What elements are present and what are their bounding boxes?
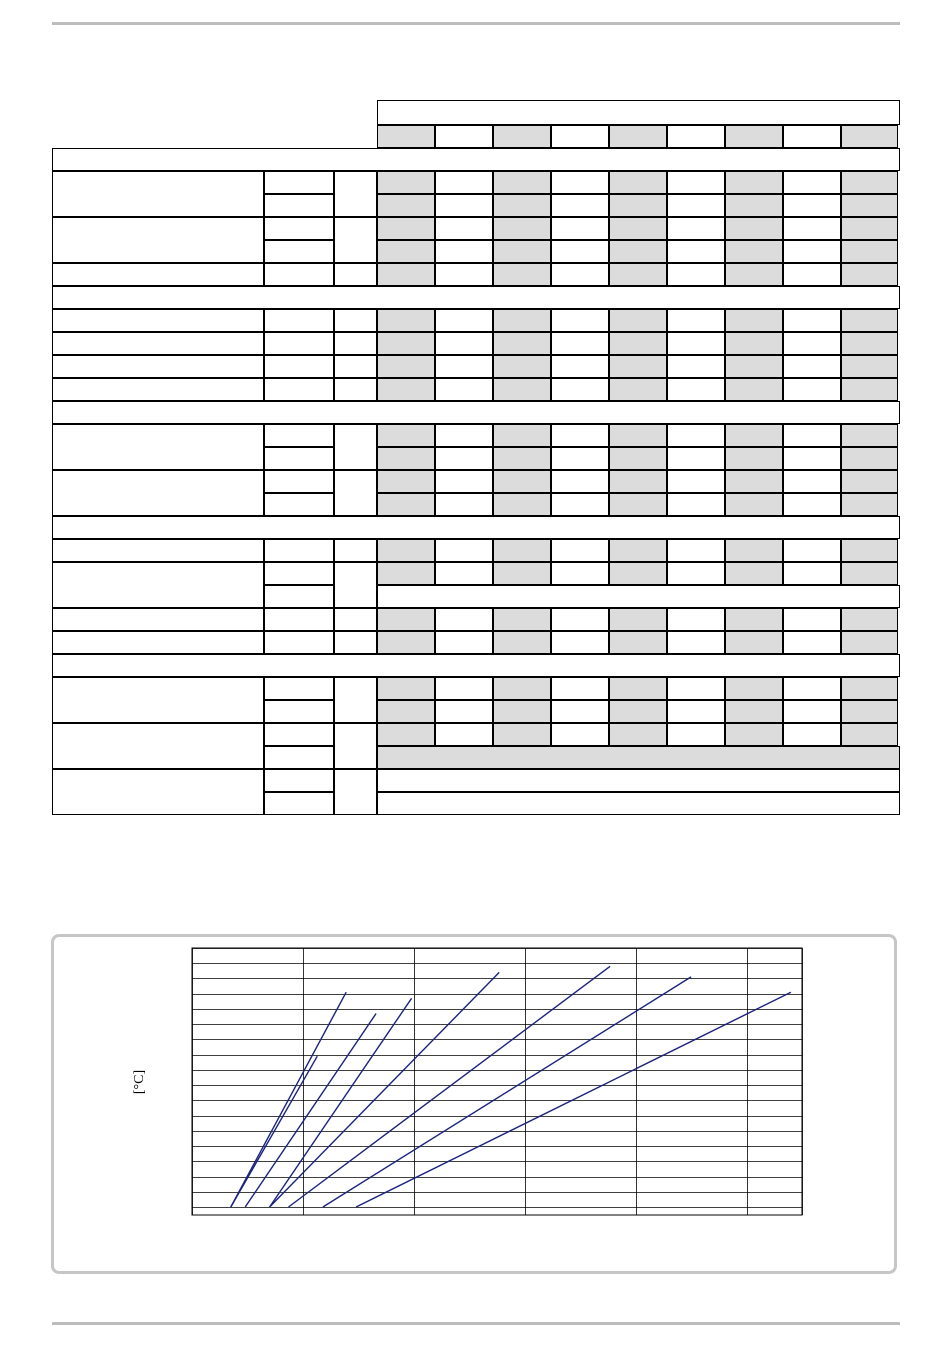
y-axis-unit-label: [°C] <box>132 1069 147 1095</box>
plot-area <box>192 948 802 1215</box>
footer-rule <box>52 1322 900 1325</box>
